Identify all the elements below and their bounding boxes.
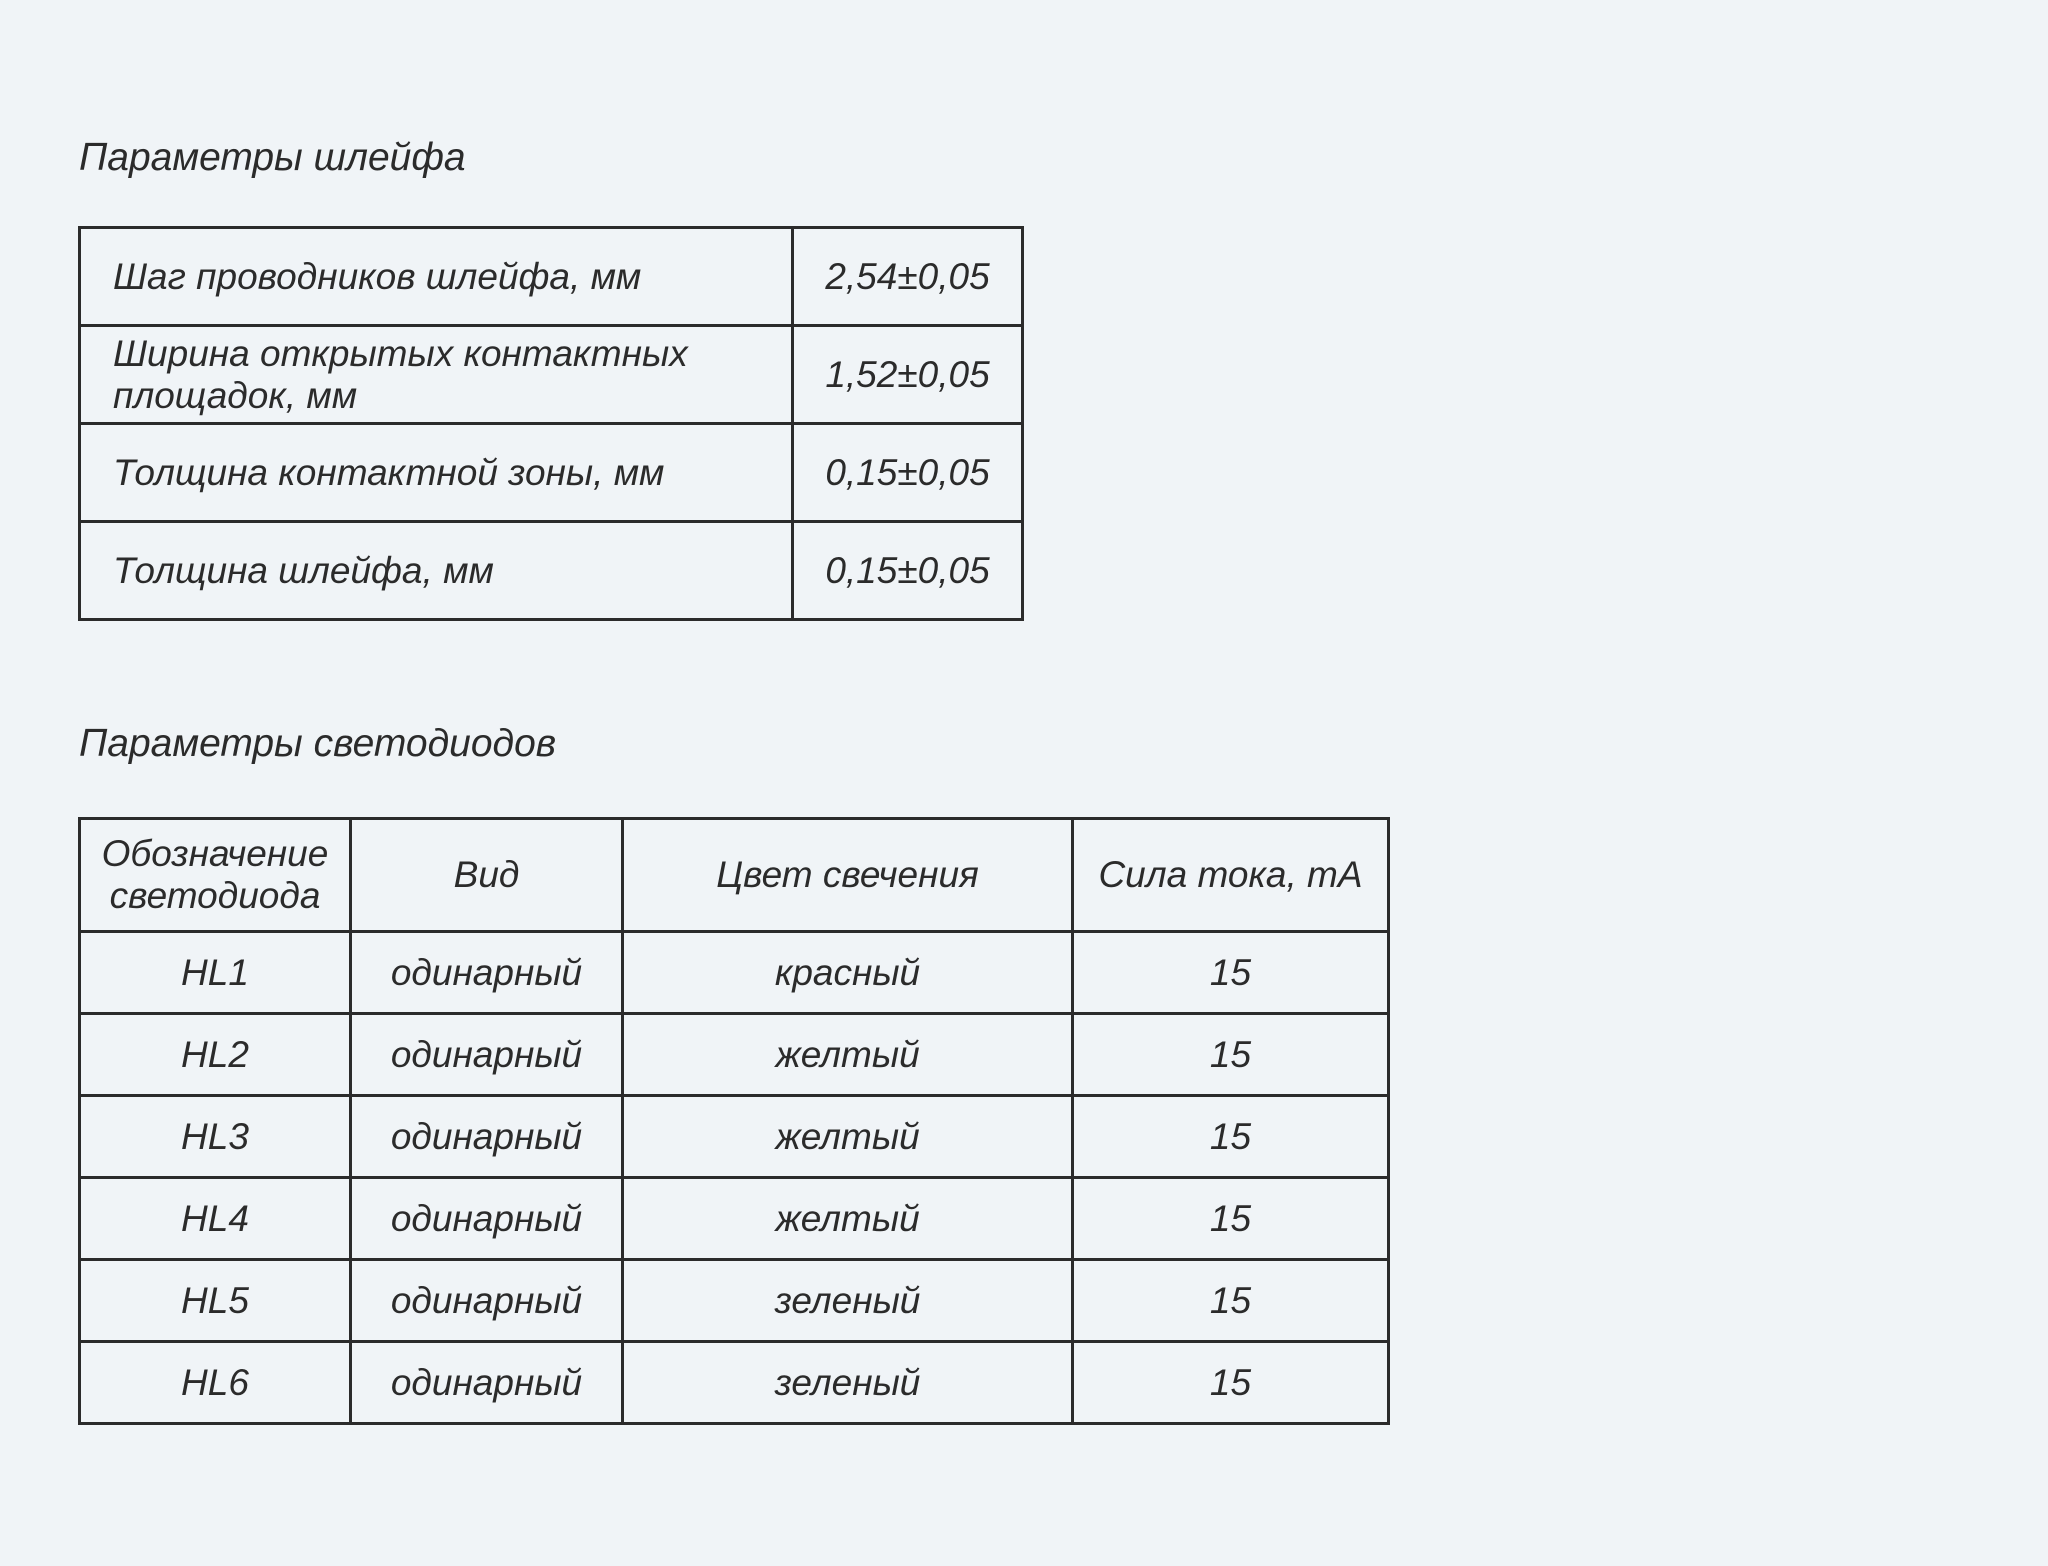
table-row: [80, 1342, 1389, 1424]
led-color: зеленый: [623, 1260, 1073, 1342]
led-color: желтый: [623, 1014, 1073, 1096]
column-header-type: Вид: [351, 819, 623, 932]
table-row: [80, 1014, 1389, 1096]
led-designation: HL4: [80, 1178, 351, 1260]
loop-parameters-table: [78, 226, 1024, 621]
parameter-value: 2,54±0,05: [793, 228, 1023, 326]
parameter-name: Шаг проводников шлейфа, мм: [80, 228, 793, 326]
led-parameters-table: [78, 817, 1390, 1425]
led-designation: HL5: [80, 1260, 351, 1342]
led-current: 15: [1073, 1178, 1389, 1260]
led-type: одинарный: [351, 1096, 623, 1178]
parameter-value: 0,15±0,05: [793, 522, 1023, 620]
table-row: [80, 1260, 1389, 1342]
column-header-designation: Обозначение светодиода: [80, 819, 351, 932]
led-type: одинарный: [351, 932, 623, 1014]
led-current: 15: [1073, 932, 1389, 1014]
led-designation: HL3: [80, 1096, 351, 1178]
led-designation: HL6: [80, 1342, 351, 1424]
parameter-value: 1,52±0,05: [793, 326, 1023, 424]
table-row: [80, 326, 1023, 424]
table-row: [80, 932, 1389, 1014]
led-current: 15: [1073, 1014, 1389, 1096]
led-current: 15: [1073, 1260, 1389, 1342]
column-header-color: Цвет свечения: [623, 819, 1073, 932]
led-color: желтый: [623, 1096, 1073, 1178]
led-current: 15: [1073, 1096, 1389, 1178]
led-section-title: Параметры светодиодов: [79, 722, 557, 765]
parameter-name: Толщина шлейфа, мм: [80, 522, 793, 620]
table-row: [80, 1178, 1389, 1260]
led-color: зеленый: [623, 1342, 1073, 1424]
table-header-row: [80, 819, 1389, 932]
table-row: [80, 228, 1023, 326]
parameter-name: Толщина контактной зоны, мм: [80, 424, 793, 522]
table-row: [80, 522, 1023, 620]
led-current: 15: [1073, 1342, 1389, 1424]
parameter-value: 0,15±0,05: [793, 424, 1023, 522]
column-header-current: Сила тока, mA: [1073, 819, 1389, 932]
table-row: [80, 1096, 1389, 1178]
led-type: одинарный: [351, 1014, 623, 1096]
parameter-name: Ширина открытых контактных площадок, мм: [80, 326, 793, 424]
led-type: одинарный: [351, 1178, 623, 1260]
led-designation: HL2: [80, 1014, 351, 1096]
led-color: красный: [623, 932, 1073, 1014]
loop-section-title: Параметры шлейфа: [79, 136, 466, 179]
led-color: желтый: [623, 1178, 1073, 1260]
table-row: [80, 424, 1023, 522]
led-designation: HL1: [80, 932, 351, 1014]
led-type: одинарный: [351, 1342, 623, 1424]
led-type: одинарный: [351, 1260, 623, 1342]
